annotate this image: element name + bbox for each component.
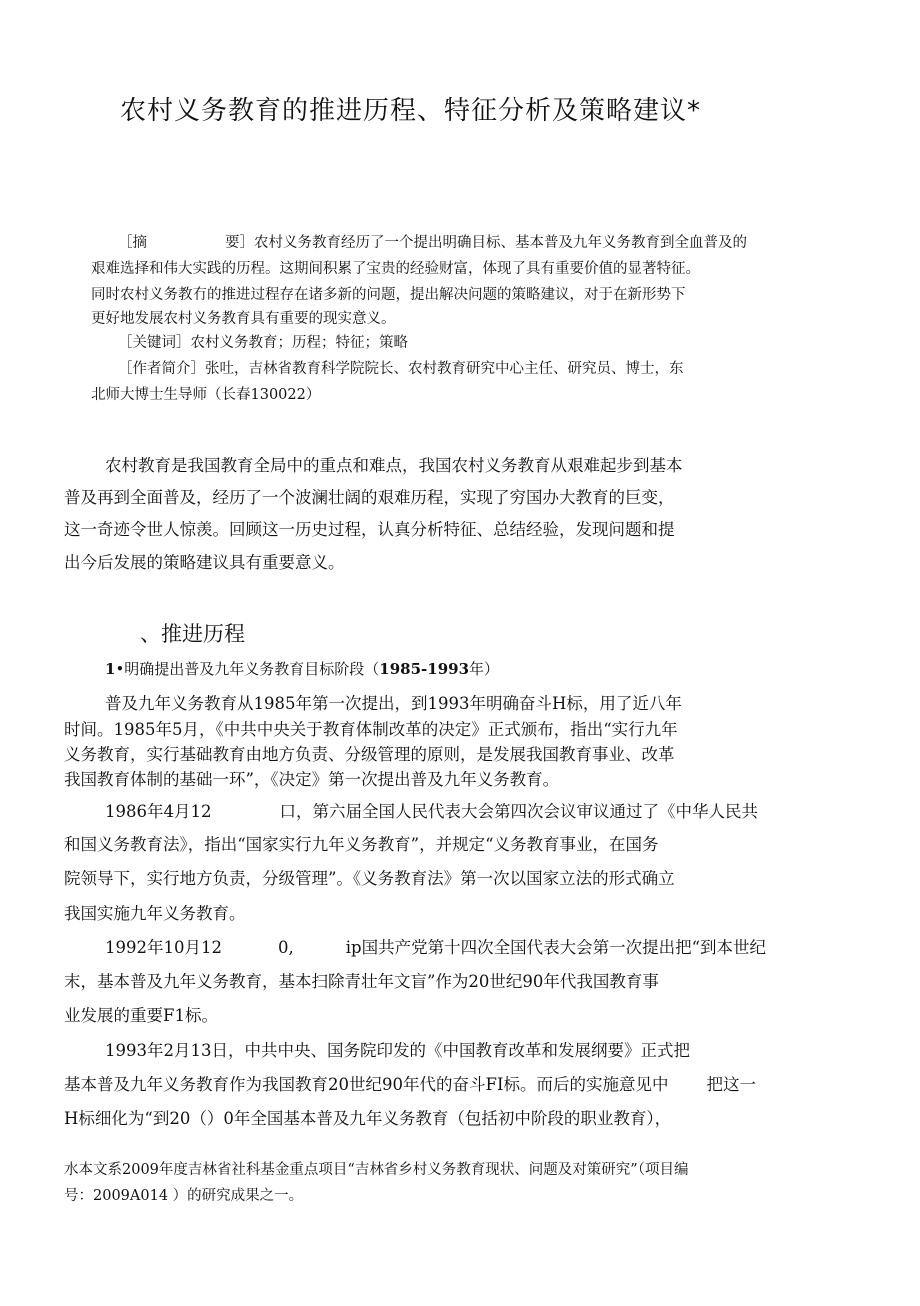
paper-title: 农村义务教育的推进历程、特征分析及策略建议*: [120, 96, 702, 126]
abstract-text-1: 农村义务教育经历了一个提出明确目标、基本普及九年义务教育到全血普及的: [254, 235, 747, 251]
footnote-line-1: 水本文系2009年度吉林省社科基金重点项目“吉林省乡村义务教育现状、问题及对策研究”（项目编: [64, 1162, 689, 1178]
p1-line-3: 义务教育，实行基础教育由地方负责、分级管理的原则，是发展我国教育事业、改革: [64, 745, 675, 764]
subsection-years: 1985-1993: [379, 660, 470, 678]
p1-line-1: 普及九年义务教育从1985年第一次提出，到1993年明确奋斗H标，用了近八年: [105, 694, 682, 713]
abstract-line-3: 同时农村义务教冇的推进过程存在诸多新的问题，提出解决问题的策略建议，对于在新形势下: [91, 287, 686, 303]
intro-line-4: 出今后发展的策略建议具有重要意义。: [64, 553, 345, 572]
p4-text-b: 把这一: [706, 1075, 756, 1094]
p3-date: 1992年10月12: [105, 938, 222, 957]
p2-date: 1986年4月12: [105, 802, 212, 821]
p3-mark: 0,: [277, 938, 294, 957]
p2-text: 口，第六届全国人民代表大会第四次会议审议通过了《中华人民共: [279, 802, 758, 821]
subsection-text: •明确提出普及九年义务教育目标阶段（: [115, 660, 380, 678]
author-line-1: ［作者简介］张吐，吉林省教育科学院院长、农村教育研究中心主任、研究员、博士，东: [118, 361, 684, 377]
p3-line-3: 业发展的重要F1标。: [64, 1006, 218, 1025]
abstract-line-4: 更好地发展农村义务教育具有重要的现实意义。: [91, 311, 396, 327]
p2-line-2: 和国义务教育法》，指出“国家实行九年义务教育”，并规定“义务教育事业，在国务: [64, 835, 659, 854]
subsection-heading: [105, 658, 499, 679]
author-line-2: 北师大博士生导师（长春130022）: [91, 387, 321, 403]
abstract-line-1: [118, 230, 747, 256]
p2-line-1: [105, 798, 758, 822]
p3-line-1: [105, 934, 766, 958]
abstract-label-a: ［摘: [118, 235, 147, 251]
section-heading: 、推进历程: [140, 622, 245, 646]
subsection-number: 1: [105, 660, 116, 678]
p4-text-a: 基本普及九年义务教育作为我国教育20世纪90年代的奋斗FI标。而后的实施意见中: [64, 1075, 669, 1094]
p3-line-2: 末，基本普及九年义务教育，基本扫除青壮年文盲”作为20世纪90年代我国教育事: [64, 972, 659, 991]
p2-line-3: 院领导下，实行地方负责，分级管理”。《义务教育法》第一次以国家立法的形式确立: [64, 869, 675, 888]
p4-line-3: H标细化为“到20（）0年全国基本普及九年义务教育（包括初中阶段的职业教育），: [64, 1109, 672, 1128]
abstract-line-2: 艰难选择和伟大实践的历程。这期间积累了宝贵的经验财富，体现了具有重要价值的显著特征。: [91, 261, 700, 277]
p1-line-2: 时间。1985年5月，《中共中央关于教育体制改革的决定》正式颁布，指出“实行九年: [64, 720, 678, 739]
intro-line-2: 普及再到全面普及，经历了一个波澜壮阔的艰难历程，实现了穷国办大教育的巨变，: [64, 488, 675, 507]
intro-line-1: 农村教育是我国教育全局中的重点和难点，我国农村义务教育从艰难起步到基本: [105, 456, 683, 475]
footnote-line-2: 号：2009A014 ）的研究成果之一。: [64, 1188, 304, 1204]
p1-line-4: 我国教育体制的基础一环”，《决定》第一次提出普及九年义务教育。: [64, 770, 560, 789]
intro-line-3: 这一奇迹令世人惊羡。回顾这一历史过程，认真分析特征、总结经验，发现问题和提: [64, 520, 675, 539]
abstract-label-b: 要］: [225, 235, 254, 251]
p3-text: ip国共产党第十四次全国代表大会第一次提出把“到本世纪: [345, 938, 767, 957]
p4-line-1: 1993年2月13日，中共中央、国务院印发的《中国教育改革和发展纲要》正式把: [105, 1041, 690, 1060]
p2-line-4: 我国实施九年义务教育。: [64, 904, 246, 923]
subsection-end: 年）: [469, 660, 500, 678]
keywords: ［关键词］农村义务教育；历程；特征；策略: [118, 335, 408, 351]
p4-line-2: [64, 1071, 756, 1095]
